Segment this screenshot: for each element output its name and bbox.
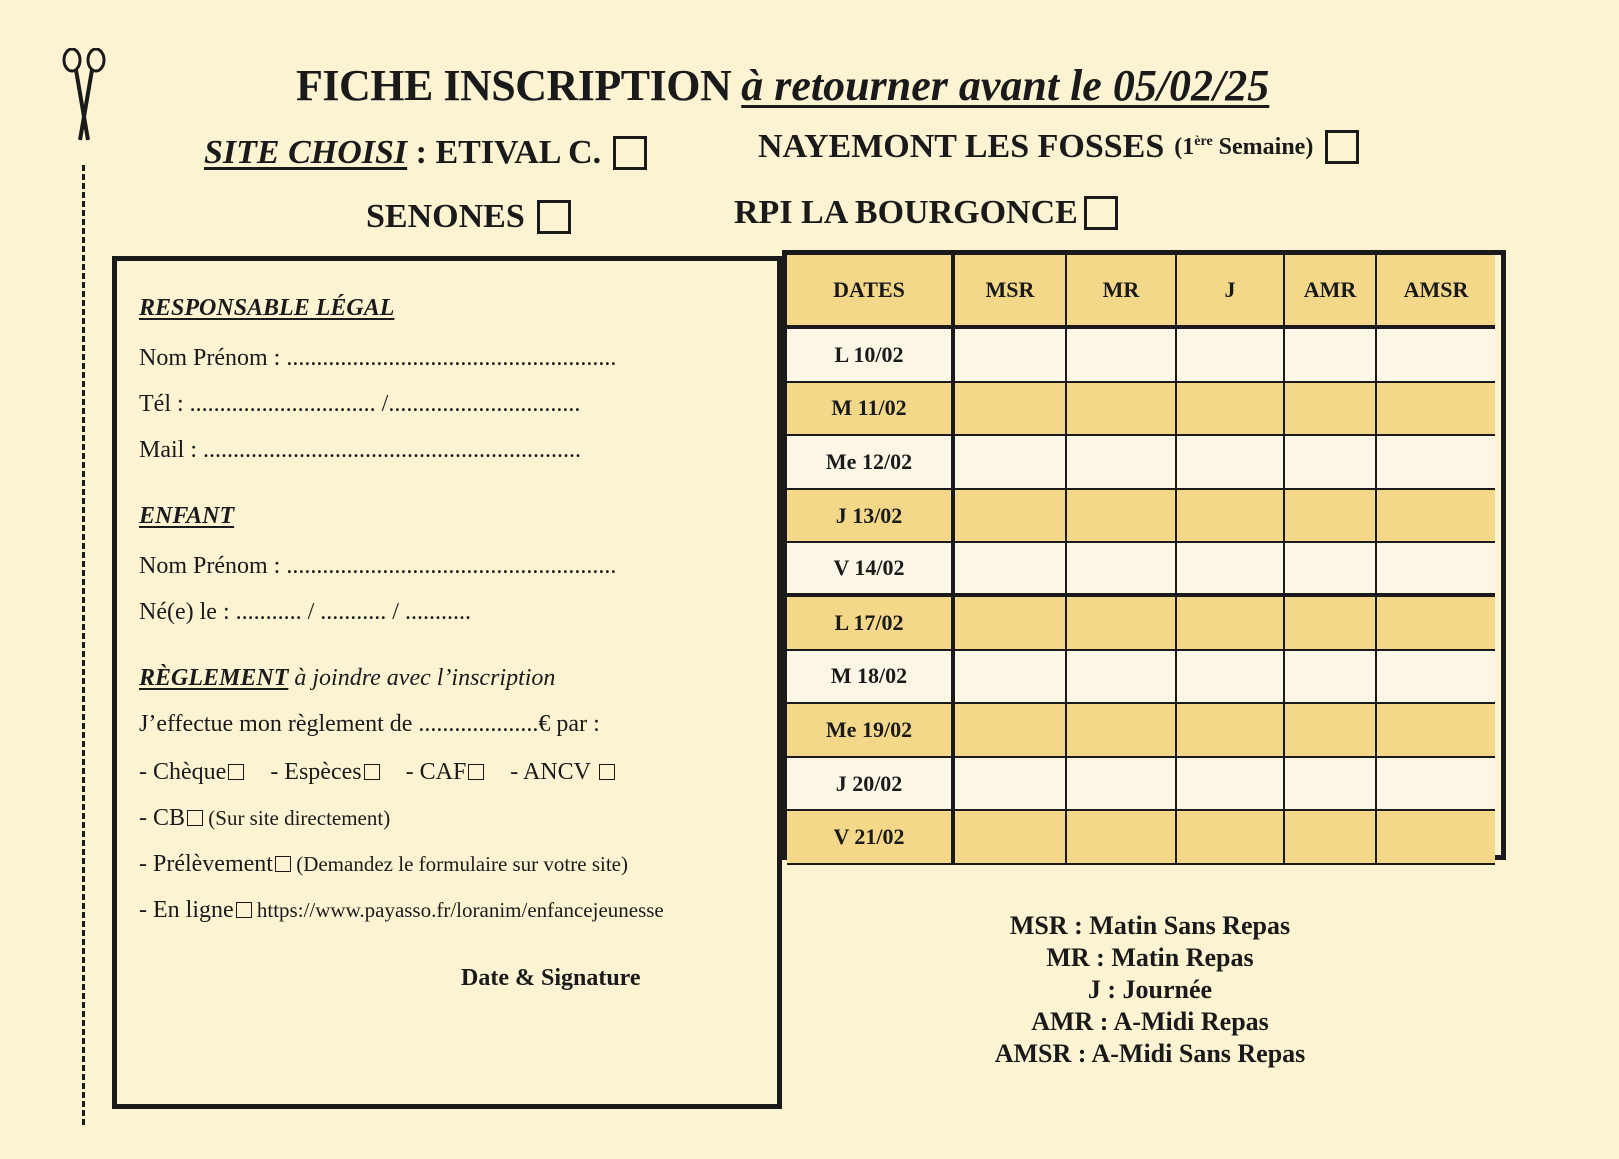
slot-cell-amr[interactable] bbox=[1285, 704, 1377, 758]
prelevement-label: - Prélèvement bbox=[139, 851, 273, 877]
slot-cell-amr[interactable] bbox=[1285, 436, 1377, 490]
slot-cell-mr[interactable] bbox=[1067, 758, 1177, 812]
slot-cell-amr[interactable] bbox=[1285, 651, 1377, 705]
slot-cell-msr[interactable] bbox=[955, 651, 1067, 705]
note-prefix: (1 bbox=[1174, 133, 1195, 160]
slot-cell-j[interactable] bbox=[1177, 490, 1285, 544]
slot-cell-msr[interactable] bbox=[955, 811, 1067, 865]
legend-item: J : Journée bbox=[1087, 975, 1213, 1004]
slot-cell-j[interactable] bbox=[1177, 543, 1285, 597]
slot-cell-mr[interactable] bbox=[1067, 436, 1177, 490]
slot-cell-amsr[interactable] bbox=[1377, 704, 1495, 758]
slot-cell-mr[interactable] bbox=[1067, 597, 1177, 651]
site-name-etival: ETIVAL C. bbox=[435, 134, 602, 171]
slot-cell-msr[interactable] bbox=[955, 329, 1067, 383]
checkbox-cb[interactable] bbox=[187, 810, 203, 826]
responsable-nom-field[interactable]: Nom Prénom : ....................................................... bbox=[139, 345, 617, 371]
payment-methods-row bbox=[139, 759, 615, 786]
legend-item: AMR : A-Midi Repas bbox=[1031, 1007, 1269, 1036]
slot-cell-mr[interactable] bbox=[1067, 543, 1177, 597]
reglement-heading: RÈGLEMENT bbox=[139, 665, 289, 691]
table-header-msr: MSR bbox=[955, 255, 1067, 329]
checkbox-prelevement[interactable] bbox=[275, 856, 291, 872]
slot-cell-amr[interactable] bbox=[1285, 597, 1377, 651]
form-panel bbox=[112, 256, 782, 1109]
slot-cell-mr[interactable] bbox=[1067, 811, 1177, 865]
date-cell: Me 12/02 bbox=[787, 436, 955, 490]
date-cell: M 18/02 bbox=[787, 651, 955, 705]
slot-cell-amsr[interactable] bbox=[1377, 383, 1495, 437]
slot-cell-mr[interactable] bbox=[1067, 651, 1177, 705]
enfant-nom-field[interactable]: Nom Prénom : ....................................................... bbox=[139, 553, 617, 579]
slot-cell-mr[interactable] bbox=[1067, 329, 1177, 383]
slot-cell-j[interactable] bbox=[1177, 597, 1285, 651]
slot-cell-msr[interactable] bbox=[955, 758, 1067, 812]
site-label: SITE CHOISI bbox=[204, 134, 408, 171]
slot-cell-msr[interactable] bbox=[955, 436, 1067, 490]
site-name-senones: SENONES bbox=[366, 198, 525, 235]
slot-cell-amsr[interactable] bbox=[1377, 490, 1495, 544]
site-option-nayemont bbox=[758, 128, 1359, 166]
slot-cell-mr[interactable] bbox=[1067, 704, 1177, 758]
slot-cell-amr[interactable] bbox=[1285, 329, 1377, 383]
especes-label: - Espèces bbox=[270, 759, 362, 785]
slot-cell-msr[interactable] bbox=[955, 490, 1067, 544]
slot-cell-j[interactable] bbox=[1177, 811, 1285, 865]
legend bbox=[950, 910, 1350, 1070]
checkbox-bourgonce[interactable] bbox=[1084, 196, 1118, 230]
slot-cell-j[interactable] bbox=[1177, 758, 1285, 812]
slot-cell-amsr[interactable] bbox=[1377, 811, 1495, 865]
prelevement-row bbox=[139, 851, 628, 878]
date-signature-label: Date & Signature bbox=[461, 965, 641, 991]
checkbox-cheque[interactable] bbox=[228, 764, 244, 780]
checkbox-especes[interactable] bbox=[364, 764, 380, 780]
slot-cell-j[interactable] bbox=[1177, 436, 1285, 490]
checkbox-en-ligne[interactable] bbox=[236, 902, 252, 918]
slot-cell-amsr[interactable] bbox=[1377, 597, 1495, 651]
site-note-nayemont bbox=[1174, 134, 1313, 161]
responsable-mail-field[interactable]: Mail : ............................................................... bbox=[139, 437, 581, 463]
checkbox-etival[interactable] bbox=[613, 136, 647, 170]
prelevement-note: (Demandez le formulaire sur votre site) bbox=[290, 852, 628, 876]
slot-cell-amsr[interactable] bbox=[1377, 329, 1495, 383]
en-ligne-label: - En ligne bbox=[139, 897, 234, 923]
checkbox-caf[interactable] bbox=[468, 764, 484, 780]
legend-item: MSR : Matin Sans Repas bbox=[1009, 911, 1291, 940]
slot-cell-msr[interactable] bbox=[955, 543, 1067, 597]
responsable-tel-field[interactable]: Tél : ............................... /................................ bbox=[139, 391, 581, 417]
table-header-mr: MR bbox=[1067, 255, 1177, 329]
date-cell: L 17/02 bbox=[787, 597, 955, 651]
slot-cell-msr[interactable] bbox=[955, 383, 1067, 437]
site-option-bourgonce bbox=[734, 194, 1118, 232]
slot-cell-amr[interactable] bbox=[1285, 543, 1377, 597]
legend-item: AMSR : A-Midi Sans Repas bbox=[994, 1039, 1306, 1068]
slot-cell-amr[interactable] bbox=[1285, 490, 1377, 544]
date-cell: J 13/02 bbox=[787, 490, 955, 544]
table-header-j: J bbox=[1177, 255, 1285, 329]
checkbox-senones[interactable] bbox=[537, 200, 571, 234]
slot-cell-msr[interactable] bbox=[955, 704, 1067, 758]
cb-row bbox=[139, 805, 390, 832]
reglement-amount-field[interactable]: J’effectue mon règlement de ....................€ par : bbox=[139, 711, 600, 737]
slot-cell-mr[interactable] bbox=[1067, 490, 1177, 544]
slot-cell-mr[interactable] bbox=[1067, 383, 1177, 437]
date-cell: M 11/02 bbox=[787, 383, 955, 437]
checkbox-ancv[interactable] bbox=[599, 764, 615, 780]
slot-cell-amsr[interactable] bbox=[1377, 758, 1495, 812]
date-cell: V 21/02 bbox=[787, 811, 955, 865]
table-header-dates: DATES bbox=[787, 255, 955, 329]
payment-url[interactable]: https://www.payasso.fr/loranim/enfancejeunesse bbox=[251, 898, 664, 922]
legend-item: MR : Matin Repas bbox=[1046, 943, 1254, 972]
date-cell: J 20/02 bbox=[787, 758, 955, 812]
slot-cell-j[interactable] bbox=[1177, 651, 1285, 705]
enfant-heading: ENFANT bbox=[139, 503, 235, 529]
slot-cell-amr[interactable] bbox=[1285, 811, 1377, 865]
slot-cell-amsr[interactable] bbox=[1377, 436, 1495, 490]
slot-cell-amr[interactable] bbox=[1285, 758, 1377, 812]
date-cell: Me 19/02 bbox=[787, 704, 955, 758]
table-header-amr: AMR bbox=[1285, 255, 1377, 329]
date-cell: V 14/02 bbox=[787, 543, 955, 597]
site-option-senones bbox=[366, 198, 571, 236]
scissors-icon bbox=[60, 48, 108, 148]
date-cell: L 10/02 bbox=[787, 329, 955, 383]
site-option-etival bbox=[204, 134, 647, 172]
enfant-naissance-field[interactable]: Né(e) le : ........... / ........... / ........... bbox=[139, 599, 471, 625]
slot-cell-amsr[interactable] bbox=[1377, 543, 1495, 597]
slot-cell-msr[interactable] bbox=[955, 597, 1067, 651]
slot-cell-j[interactable] bbox=[1177, 704, 1285, 758]
cb-label: - CB bbox=[139, 805, 186, 831]
schedule-table bbox=[782, 250, 1506, 860]
slot-cell-j[interactable] bbox=[1177, 383, 1285, 437]
title-main: FICHE INSCRIPTION bbox=[296, 61, 732, 110]
caf-label: - CAF bbox=[405, 759, 467, 785]
slot-cell-amsr[interactable] bbox=[1377, 651, 1495, 705]
slot-cell-amr[interactable] bbox=[1285, 383, 1377, 437]
site-separator: : bbox=[407, 134, 436, 171]
ancv-label: - ANCV bbox=[510, 759, 591, 785]
site-name-bourgonce: RPI LA BOURGONCE bbox=[734, 194, 1078, 231]
title-deadline: à retourner avant le 05/02/25 bbox=[741, 61, 1270, 110]
cb-note: (Sur site directement) bbox=[203, 806, 391, 830]
note-sup: ère bbox=[1194, 133, 1213, 149]
page-title bbox=[296, 60, 1269, 112]
en-ligne-row bbox=[139, 897, 664, 924]
reglement-subheading: à joindre avec l’inscription bbox=[288, 665, 556, 691]
cheque-label: - Chèque bbox=[139, 759, 227, 785]
note-suffix: Semaine) bbox=[1212, 133, 1314, 160]
cut-line bbox=[82, 165, 85, 1125]
table-header-amsr: AMSR bbox=[1377, 255, 1495, 329]
slot-cell-j[interactable] bbox=[1177, 329, 1285, 383]
checkbox-nayemont[interactable] bbox=[1325, 130, 1359, 164]
reglement-heading-line bbox=[139, 665, 555, 692]
site-name-nayemont: NAYEMONT LES FOSSES bbox=[758, 128, 1165, 165]
responsable-heading: RESPONSABLE LÉGAL bbox=[139, 295, 395, 321]
